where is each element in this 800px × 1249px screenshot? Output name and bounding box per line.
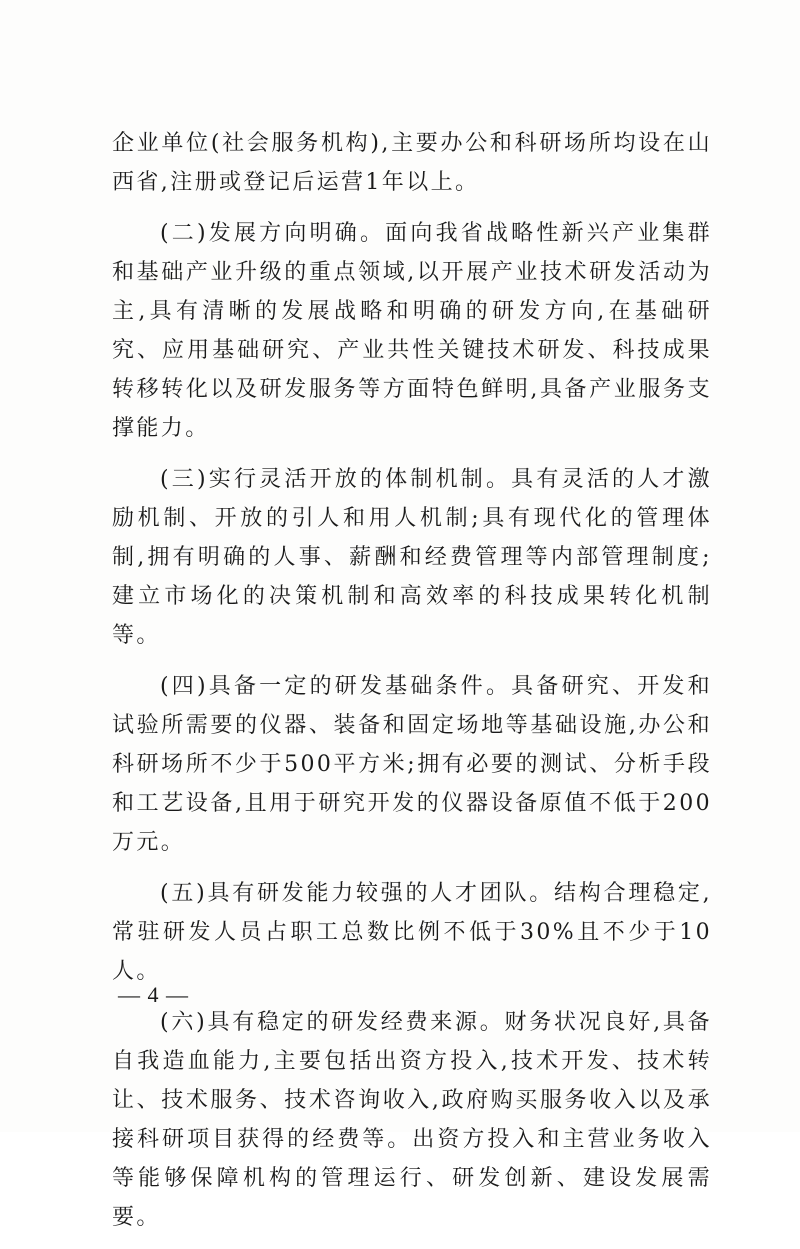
- paragraph-talent-team: (五)具有研发能力较强的人才团队。结构合理稳定,常驻研发人员占职工总数比例不低于30%且不少于10人。: [112, 881, 712, 984]
- paragraph-development-direction: (二)发展方向明确。面向我省战略性新兴产业集群和基础产业升级的重点领域,以开展产业技术研发活动为主,具有清晰的发展战略和明确的研发方向,在基础研究、应用基础研究、产业共性关键技术研发、科技成果转移转化以及研发服务等方面特色鲜明,具备产业服务支撑能力。: [112, 221, 712, 441]
- paragraph-continuation: 企业单位(社会服务机构),主要办公和科研场所均设在山西省,注册或登记后运营1年以上。: [112, 131, 712, 195]
- paragraph-funding-source: (六)具有稳定的研发经费来源。财务状况良好,具备自我造血能力,主要包括出资方投入,技术开发、技术转让、技术服务、技术咨询收入,政府购买服务收入以及承接科研项目获得的经费等。出资方投入和主营业务收入等能够保障机构的管理运行、研发创新、建设发展需要。: [112, 1010, 712, 1230]
- paragraph-research-conditions: (四)具备一定的研发基础条件。具备研究、开发和试验所需要的仪器、装备和固定场地等基础设施,办公和科研场所不少于500平方米;拥有必要的测试、分析手段和工艺设备,且用于研究开发的仪器设备原值不低于200万元。: [112, 674, 712, 855]
- paragraph-flexible-mechanism: (三)实行灵活开放的体制机制。具有灵活的人才激励机制、开放的引人和用人机制;具有现代化的管理体制,拥有明确的人事、薪酬和经费管理等内部管理制度;建立市场化的决策机制和高效率的科技成果转化机制等。: [112, 467, 712, 648]
- page-number: — 4 —: [118, 982, 189, 1007]
- document-body: [112, 124, 712, 1249]
